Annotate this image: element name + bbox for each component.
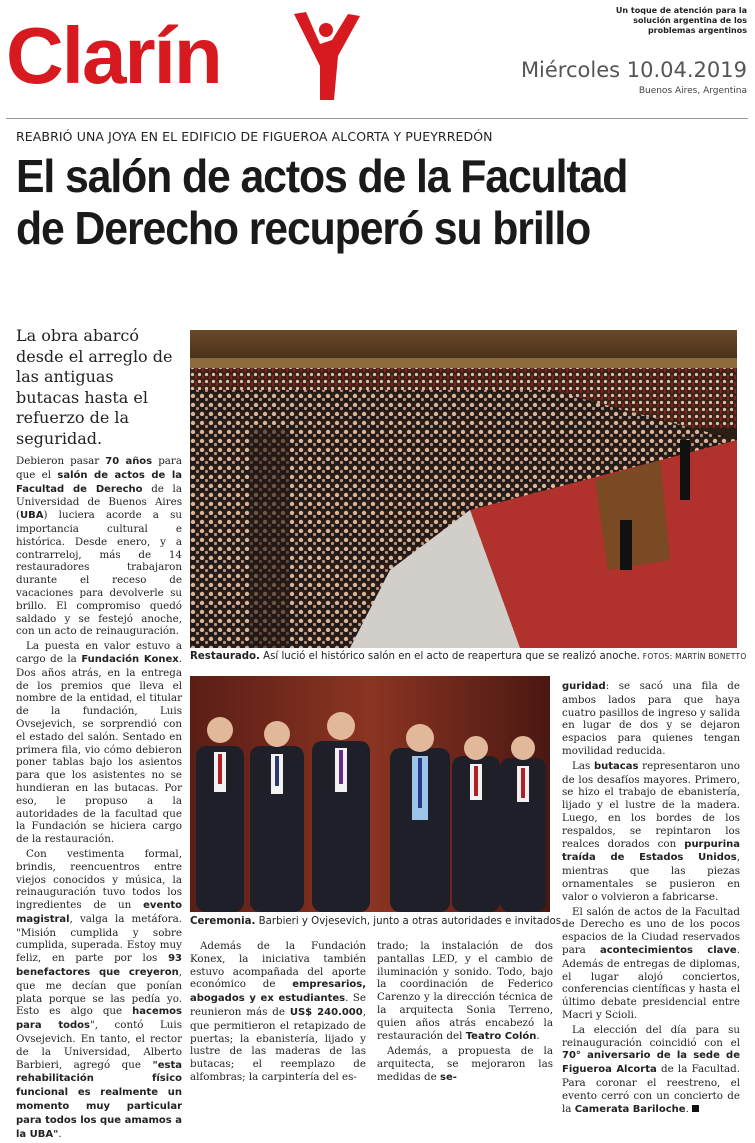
body-column-1 (16, 455, 182, 1143)
paragraph: La elección del día para su reinauguración coincidió con el 70° aniversario de la sede de Figueroa Alcorta de la Facultad. Para coronar el reestreno, el evento cerró con un concierto de la Camerata Bariloche. (562, 1023, 740, 1115)
paragraph: Las butacas representaron uno de los desafíos mayores. Primero, se hizo el trabajo de ebanistería, lijado y el lustre de la madera. Luego, en los bordes de los respaldos, se repintaron los realces dorados con purpurina traída de Estados Unidos, mientras que las piezas ornamentales se pusieron en valor o volvieron a fabricarse. (562, 759, 740, 903)
headline-line-1: El salón de actos de la Facultad (16, 150, 628, 202)
photo1-caption: Restaurado. Así lució el histórico salón en el acto de reapertura que se realizó anoche. FOTOS: MARTÍN BONETTO (190, 651, 747, 662)
auditorium-illustration (190, 330, 737, 648)
headline-line-2: de Derecho recuperó su brillo (16, 202, 591, 254)
cheering-figure-icon (286, 10, 362, 102)
paragraph: Además de la Fundación Konex, la iniciativa también estuvo acompañada del aporte económico de empresarios, abogados y ex estudiantes. Se reunieron más de US$ 240.000, que permitieron el retapizado de puertas; la ebanistería, lijado y lustre de las maderas de las butacas; el reemplazo de alfombras; la carpintería del es- (190, 940, 366, 1083)
paragraph: Además, a propuesta de la arquitecta, se mejoraron las medidas de se- (377, 1045, 553, 1083)
logo-wordmark: Clarín (6, 11, 221, 100)
edition-date: Miércoles 10.04.2019 (520, 58, 747, 82)
body-column-2 (190, 940, 366, 1086)
paragraph: La puesta en valor estuvo a cargo de la Fundación Konex. Dos años atrás, en la entrega de los premios que lleva el nombre de la entidad, el titular de la fundación, Luis Ovsejevich, se sorprendió con el estado del salón. Sentado en primera fila, vio cómo debieron poner tablas bajo los asientos para que los asistentes no se hundieran en las butacas. Por eso, le propuso a la autoridades de la facultad que la Fundación se hiciera cargo de la restauración. (16, 640, 182, 846)
photo-credit: FOTOS: MARTÍN BONETTO (640, 652, 747, 661)
end-mark (692, 1105, 699, 1112)
paragraph: Con vestimenta formal, brindis, reencuentros entre viejos conocidos y música, la reinauguración tuvo todos los ingredientes de un evento magistral, valga la metáfora. "Misión cumplida y sobre cumplida, superada. Estoy muy feliz, en parte por los 93 benefactores que creyeron, que me decían que ponían plata porque se las pedía yo. Esto es algo que hacemos para todos", contó Luis Ovsejevich. En tanto, el rector de la Universidad, Alberto Barbieri, agregó que "esta rehabilitación físico funcional es realmente un momento muy particular para todos los que amamos a la UBA". (16, 847, 182, 1140)
article-kicker: REABRIÓ UNA JOYA EN EL EDIFICIO DE FIGUEROA ALCORTA Y PUEYRREDÓN (16, 129, 493, 144)
edition-city: Buenos Aires, Argentina (638, 86, 747, 96)
ceremony-photo (190, 676, 550, 912)
paragraph: El salón de actos de la Facultad de Derecho es uno de los pocos espacios de la Ciudad reservados para acontecimientos clave. Además de entregas de diplomas, el lugar alojó conciertos, conferencias científicas y hasta el último debate presidencial entre Macri y Scioli. (562, 905, 740, 1021)
clarin-logo (6, 6, 362, 106)
photo2-caption: Ceremonia. Barbieri y Ovjesevich, junto a otras autoridades e invitados. (190, 916, 565, 927)
paragraph: guridad: se sacó una fila de ambos lados para que haya cuatro pasillos de ingreso y salida en lugar de dos y se dejaron espacios para quienes tengan movilidad reducida. (562, 680, 740, 757)
masthead-tagline: Un toque de atención para la solución argentina de los problemas argentinos (615, 6, 747, 35)
body-column-4 (562, 680, 740, 1118)
masthead-divider (6, 118, 748, 119)
article-headline (16, 150, 688, 254)
paragraph: Debieron pasar 70 años para que el salón de actos de la Facultad de Derecho de la Universidad de Buenos Aires (UBA) luciera acorde a su importancia cultural e histórica. Desde enero, y a contrarreloj, más de 14 restauradores trabajaron durante el receso de vacaciones para devolverle su brillo. El compromiso quedó saldado y se festejó anoche, con un acto de reinauguración. (16, 455, 182, 638)
ceremony-illustration (190, 676, 550, 912)
article-deck: La obra abarcó desde el arreglo de las antiguas butacas hasta el refuerzo de la seguridad. (16, 326, 173, 448)
auditorium-photo (190, 330, 737, 648)
paragraph: trado; la instalación de dos pantallas LED, y el cambio de iluminación y sonido. Todo, bajo la coordinación de Federico Carenzo y la dirección técnica de la arquitecta Sonia Terreno, quien años atrás encabezó la restauración del Teatro Colón. (377, 940, 553, 1042)
body-column-3 (377, 940, 553, 1087)
